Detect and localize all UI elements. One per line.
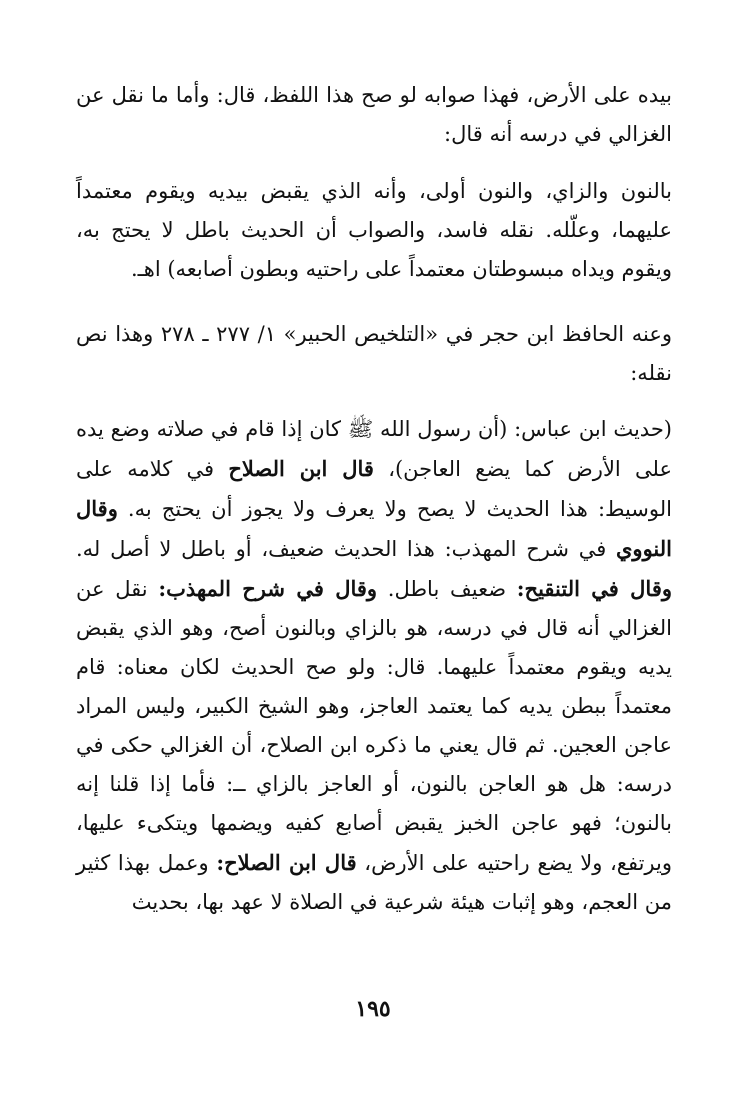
bold-phrase: وقال النووي (76, 496, 672, 561)
text-run: ضعيف باطل. (377, 577, 517, 601)
text-run: في شرح المهذب: هذا الحديث ضعيف، أو باطل لا أصل له. (76, 537, 616, 561)
text-run: بيده على الأرض، فهذا صوابه لو صح هذا اللفظ، قال: وأما ما نقل عن الغزالي في درسه أنه قال: (76, 83, 672, 146)
text-run: وعنه الحافظ ابن حجر في «التلخيص الحبير» ١/ ٢٧٧ ـ ٢٧٨ وهذا نص نقله: (76, 322, 672, 385)
bold-phrase: وقال في شرح المهذب: (158, 576, 378, 601)
paragraph-2 (76, 172, 672, 289)
text-run: (حديث ابن عباس: (أن رسول الله ﷺ كان إذا قام في صلاته وضع يده على الأرض كما يضع العاجن)، (76, 417, 672, 481)
text-run: نقل عن الغزالي أنه قال في درسه، هو بالزاي وبالنون أصح، وهو الذي يقبض يديه ويقوم معتمداً عليهما. قال: ولو صح الحديث لكان معناه: قام معتمداً ببطن يديه كما يعتمد العاجز، وهو الشيخ الكبير، وليس المراد عاجن العجين. ثم قال يعني ما ذكره ابن الصلاح، أن الغزالي حكى في درسه: هل هو العاجن بالنون، أو العاجز بالزاي ــ: فأما إذا قلنا إنه بالنون؛ فهو عاجن الخبز يقبض أصابع كفيه ويضمها ويتكىء عليها، ويرتفع، ولا يضع راحتيه على الأرض، (76, 577, 672, 875)
paragraph-3 (76, 315, 672, 393)
bold-phrase: وقال في التنقيح: (516, 576, 672, 601)
bold-phrase: قال ابن الصلاح (228, 456, 374, 481)
paragraph-1 (76, 76, 672, 154)
paragraph-4 (76, 410, 672, 922)
bold-phrase: قال ابن الصلاح: (216, 850, 357, 875)
text-run: في كلامه على الوسيط: هذا الحديث لا يصح ولا يعرف ولا يجوز أن يحتج به. (76, 457, 672, 521)
text-run: بالنون والزاي، والنون أولى، وأنه الذي يقبض بيديه ويقوم معتمداً عليهما، وعلّله. نقله فاسد، والصواب أن الحديث باطل لا يحتج به، ويقوم ويداه مبسوطتان معتمداً على راحتيه وبطون أصابعه) اهـ. (76, 179, 672, 281)
page-number: ١٩٥ (355, 996, 391, 1022)
text-run: وعمل بهذا كثير من العجم، وهو إثبات هيئة شرعية في الصلاة لا عهد بها، بحديث (76, 851, 672, 914)
